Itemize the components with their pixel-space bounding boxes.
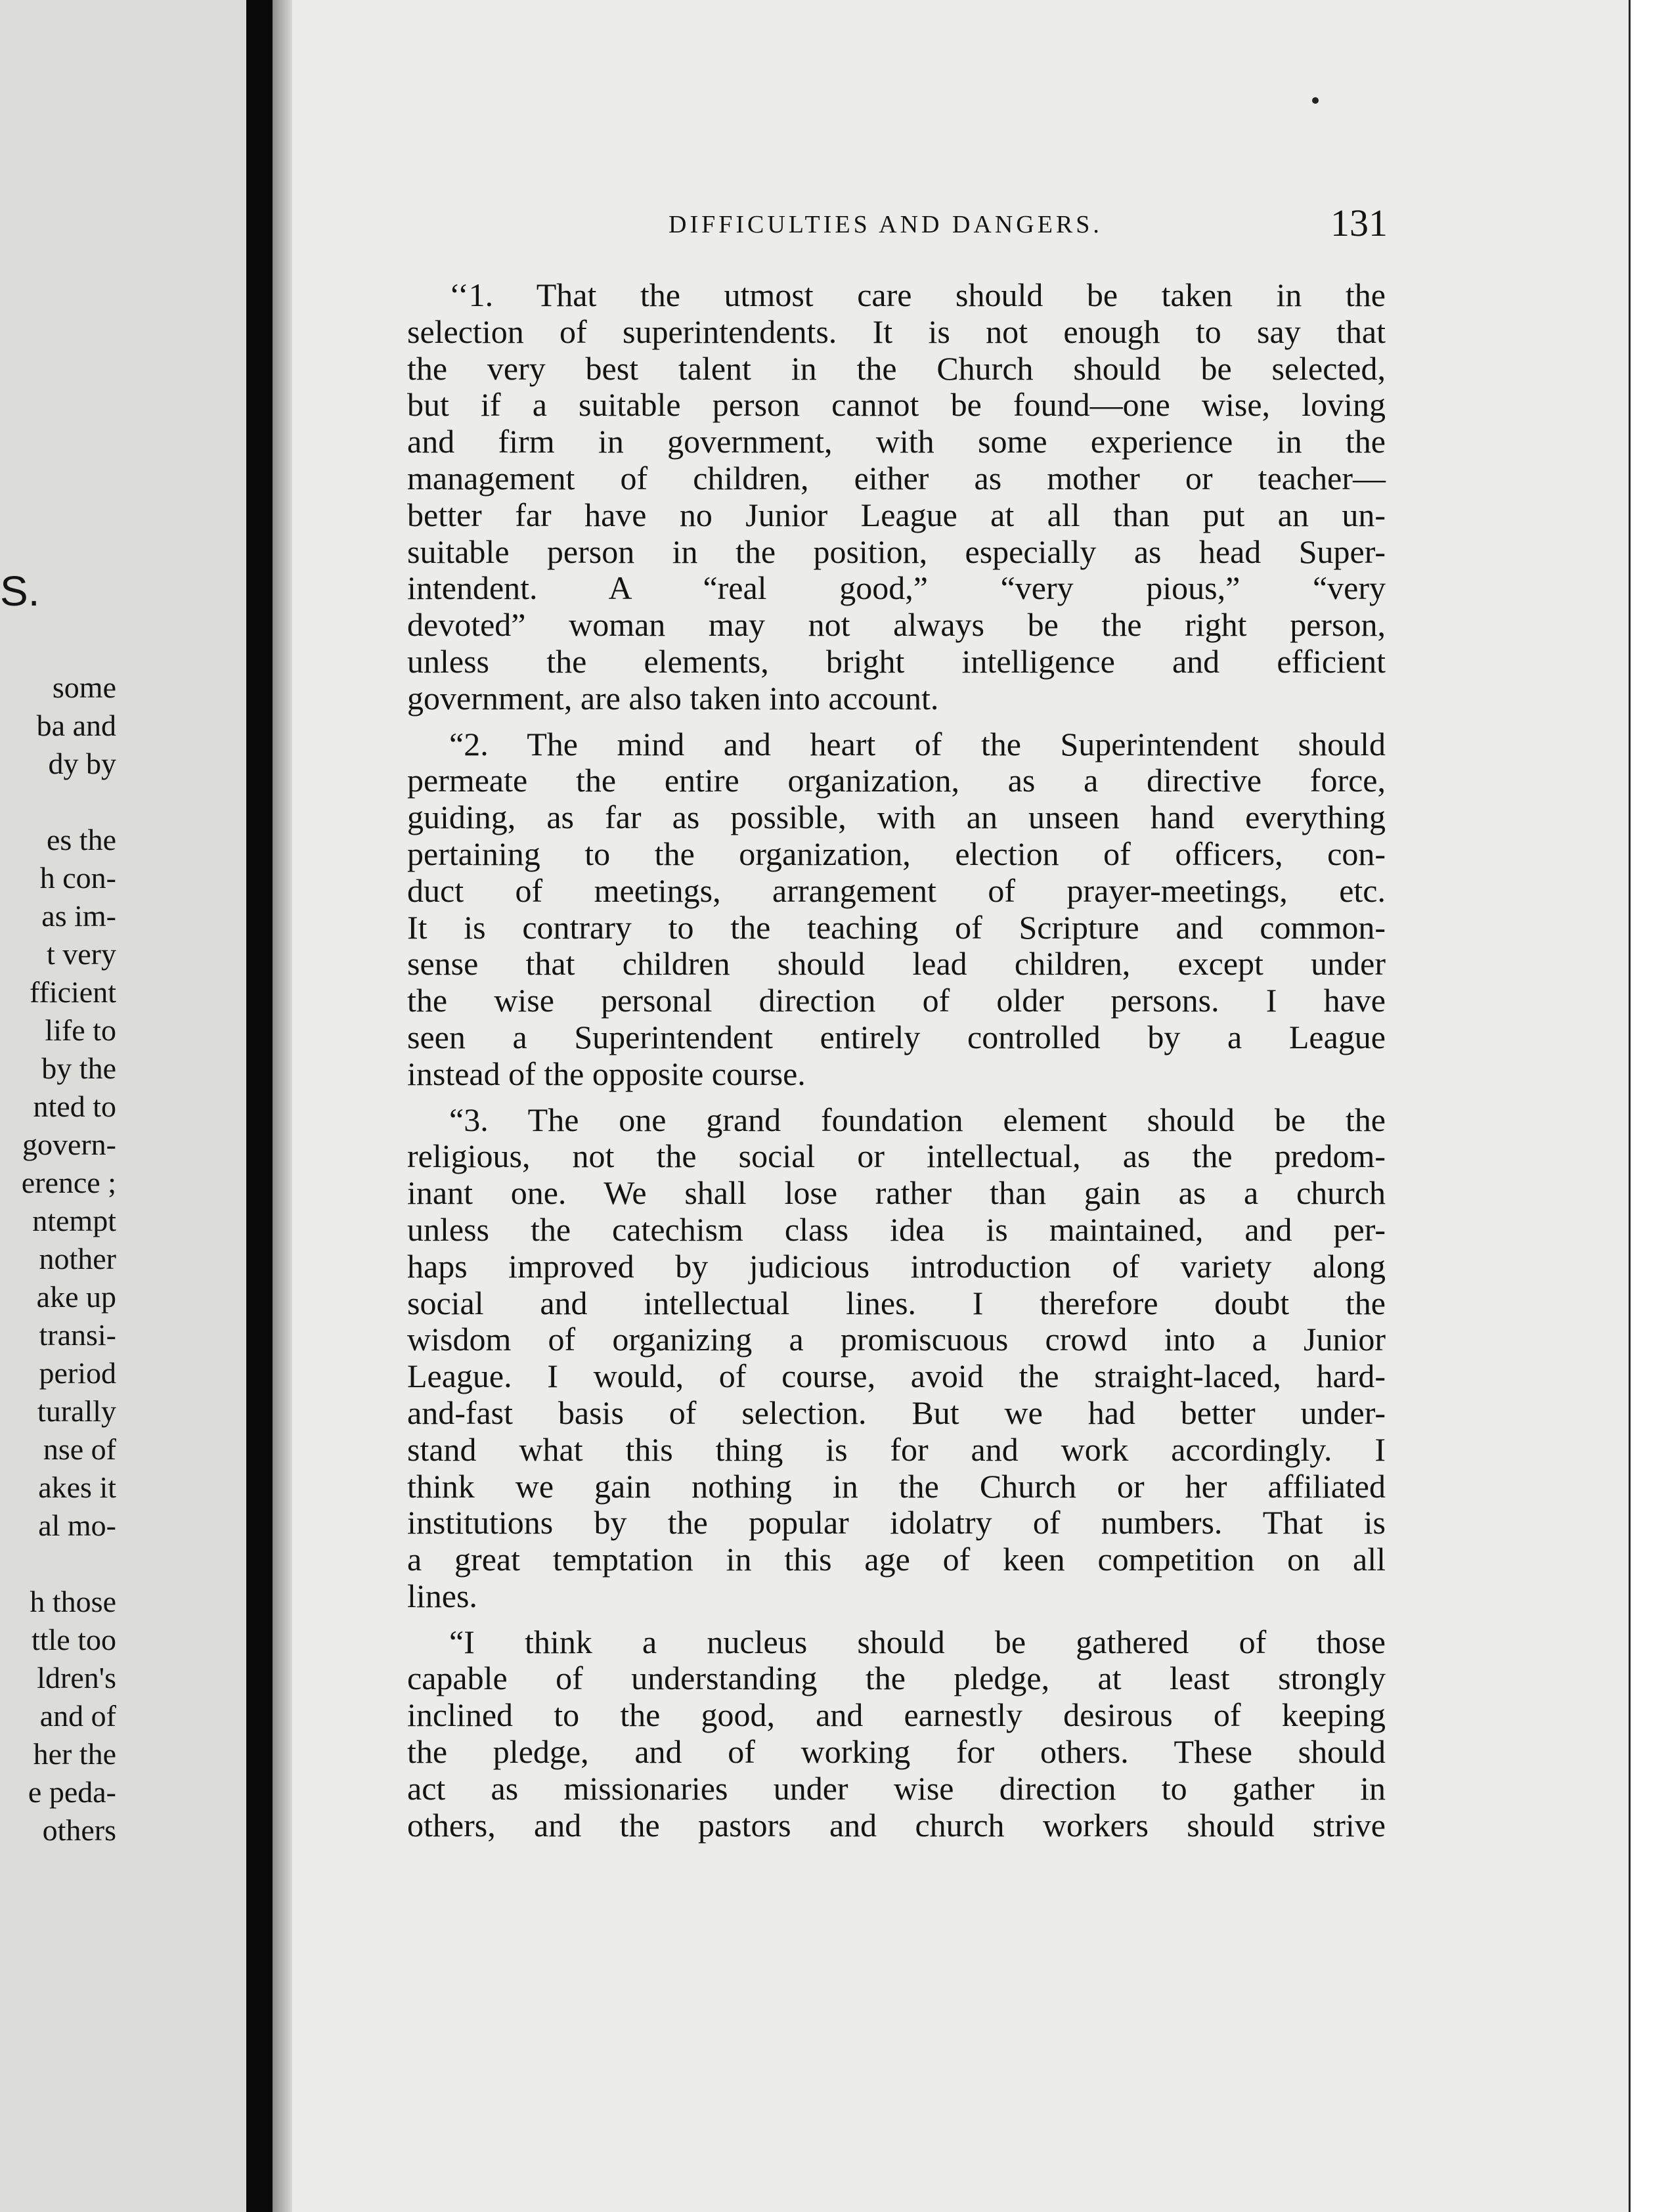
text-line: the very best talent in the Church should be selected, bbox=[407, 349, 1386, 387]
gutter-shadow bbox=[273, 0, 292, 2212]
text-line: inclined to the good, and earnestly desirous of keeping bbox=[407, 1696, 1386, 1734]
facing-page-header: S. bbox=[0, 567, 40, 615]
text-line: duct of meetings, arrangement of prayer-meetings, etc. bbox=[407, 872, 1386, 909]
text-line: inant one. We shall lose rather than gain as a church bbox=[407, 1174, 1386, 1212]
text-line: think we gain nothing in the Church or her affiliated bbox=[407, 1467, 1386, 1505]
text-line: intendent. A “real good,” “very pious,” “very bbox=[407, 569, 1386, 607]
facing-page-line: nse of bbox=[43, 1432, 116, 1466]
text-line: pertaining to the organization, election of officers, con- bbox=[407, 835, 1386, 872]
book-gutter bbox=[246, 0, 273, 2212]
paragraph-gap bbox=[407, 717, 1386, 726]
facing-page-line: nted to bbox=[33, 1090, 116, 1123]
paragraph bbox=[407, 726, 1386, 1093]
text-line: and-fast basis of selection. But we had better under- bbox=[407, 1394, 1386, 1431]
dust-speck bbox=[1312, 97, 1319, 104]
running-title: DIFFICULTIES AND DANGERS. bbox=[669, 211, 1103, 238]
paragraph bbox=[407, 1102, 1386, 1615]
text-line: “3. The one grand foundation element should be the bbox=[449, 1101, 1386, 1138]
text-line: capable of understanding the pledge, at least strongly bbox=[407, 1660, 1386, 1697]
text-line: unless the catechism class idea is maintained, and per- bbox=[407, 1210, 1386, 1248]
text-line: others, and the pastors and church workers should strive bbox=[407, 1806, 1386, 1844]
text-line: a great temptation in this age of keen competition on all bbox=[407, 1541, 1386, 1578]
text-line: suitable person in the position, especially as head Super- bbox=[407, 533, 1386, 570]
text-line: It is contrary to the teaching of Scripture and common- bbox=[407, 908, 1386, 946]
facing-page-line: govern- bbox=[22, 1128, 116, 1161]
text-line: “I think a nucleus should be gathered of those bbox=[449, 1623, 1386, 1660]
facing-page-line: es the bbox=[46, 823, 116, 856]
page-edge-margin bbox=[1629, 0, 1668, 2212]
facing-page-line: period bbox=[39, 1356, 116, 1390]
facing-page-line: dy by bbox=[48, 747, 116, 780]
text-line: seen a Superintendent entirely controlled by a League bbox=[407, 1018, 1386, 1055]
facing-page-line: h con- bbox=[39, 861, 116, 895]
paragraph-gap bbox=[407, 1093, 1386, 1102]
facing-page-line: life to bbox=[45, 1013, 116, 1047]
text-line: lines. bbox=[407, 1577, 477, 1614]
text-line: haps improved by judicious introduction of variety along bbox=[407, 1247, 1386, 1285]
text-line: guiding, as far as possible, with an unseen hand everything bbox=[407, 799, 1386, 836]
paragraph bbox=[407, 277, 1386, 717]
text-line: management of children, either as mother or teacher— bbox=[407, 459, 1386, 497]
facing-page-line: ttle too bbox=[31, 1623, 116, 1656]
facing-page-paragraph-gap bbox=[22, 1545, 116, 1583]
text-line: selection of superintendents. It is not enough to say that bbox=[407, 313, 1386, 350]
text-line: unless the elements, bright intelligence and efficient bbox=[407, 642, 1386, 680]
text-line: wisdom of organizing a promiscuous crowd into a Junior bbox=[407, 1321, 1386, 1358]
text-line: social and intellectual lines. I therefore doubt the bbox=[407, 1284, 1386, 1321]
text-line: the wise personal direction of older persons. I have bbox=[407, 982, 1386, 1019]
facing-page-line: erence ; bbox=[21, 1166, 116, 1199]
facing-page-line: and of bbox=[39, 1699, 116, 1733]
facing-page-line: ldren's bbox=[37, 1661, 116, 1694]
facing-page-line: turally bbox=[37, 1394, 116, 1428]
text-line: government, are also taken into account. bbox=[407, 679, 939, 717]
text-line: stand what this thing is for and work accordingly. I bbox=[407, 1430, 1386, 1468]
text-line: religious, not the social or intellectual, as the predom- bbox=[407, 1138, 1386, 1175]
facing-page-line: her the bbox=[33, 1737, 116, 1771]
text-line: permeate the entire organization, as a directive force, bbox=[407, 762, 1386, 799]
text-line: and firm in government, with some experience in the bbox=[407, 423, 1386, 460]
text-line: the pledge, and of working for others. These should bbox=[407, 1733, 1386, 1771]
facing-page-text bbox=[22, 669, 116, 1849]
facing-page-line: e peda- bbox=[28, 1775, 116, 1809]
facing-page-line: h those bbox=[30, 1585, 116, 1618]
facing-page-line: t very bbox=[46, 937, 116, 971]
text-line: institutions by the popular idolatry of numbers. That is bbox=[407, 1504, 1386, 1541]
facing-page-line: akes it bbox=[38, 1471, 116, 1504]
text-line: but if a suitable person cannot be found—one wise, loving bbox=[407, 386, 1386, 424]
page-number: 131 bbox=[1330, 202, 1388, 244]
paragraph-gap bbox=[407, 1615, 1386, 1624]
facing-page-line: ake up bbox=[36, 1280, 116, 1314]
facing-page-line: ba and bbox=[36, 709, 116, 742]
facing-page-line: others bbox=[42, 1813, 116, 1847]
paragraph bbox=[407, 1624, 1386, 1844]
facing-page-line: nother bbox=[39, 1242, 116, 1275]
text-line: ‘‘1. That the utmost care should be taken in the bbox=[449, 276, 1386, 313]
facing-page-fragment bbox=[0, 0, 246, 2212]
facing-page-line: fficient bbox=[30, 975, 116, 1009]
facing-page-paragraph-gap bbox=[22, 783, 116, 821]
facing-page-line: ntempt bbox=[32, 1204, 116, 1237]
facing-page-line: al mo- bbox=[38, 1509, 116, 1542]
text-line: act as missionaries under wise direction to gather in bbox=[407, 1769, 1386, 1807]
facing-page-line: as im- bbox=[41, 899, 116, 933]
facing-page-line: some bbox=[52, 671, 116, 704]
text-line: instead of the opposite course. bbox=[407, 1055, 806, 1092]
facing-page-line: transi- bbox=[39, 1318, 116, 1352]
text-line: League. I would, of course, avoid the straight-laced, hard- bbox=[407, 1358, 1386, 1395]
main-text-block bbox=[407, 277, 1386, 1844]
text-line: devoted” woman may not always be the right person, bbox=[407, 606, 1386, 644]
text-line: sense that children should lead children, except under bbox=[407, 945, 1386, 983]
facing-page-line: by the bbox=[41, 1051, 116, 1085]
text-line: better far have no Junior League at all than put an un- bbox=[407, 496, 1386, 533]
text-line: “2. The mind and heart of the Superintendent should bbox=[449, 725, 1386, 763]
